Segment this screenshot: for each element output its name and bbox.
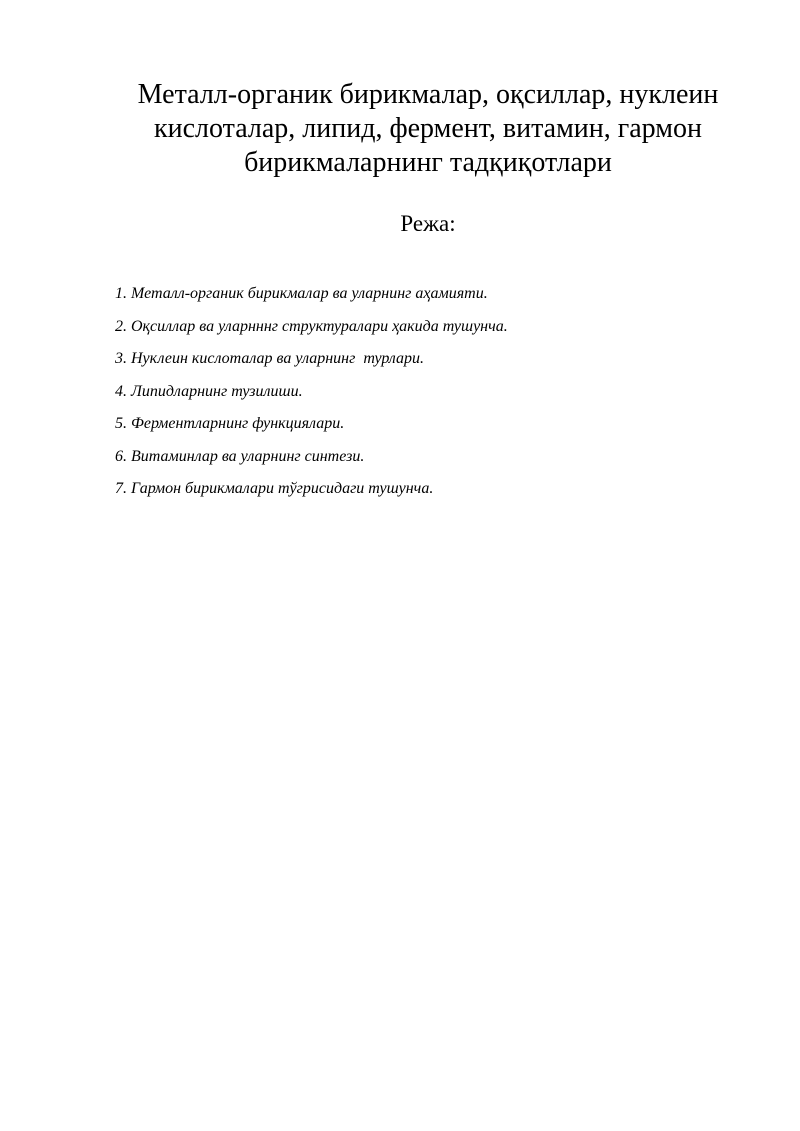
- plan-heading: Режа:: [400, 211, 456, 236]
- plan-item-7: 7. Гармон бирикмалари тўгрисидаги тушунча.: [115, 480, 434, 497]
- plan-item-2: 2. Оқсиллар ва уларнннг структуралари ҳакида тушунча.: [115, 317, 508, 335]
- title-line-3: бирикмаларнинг тадқиқотлари: [244, 147, 612, 178]
- plan-item-5: 5. Ферментларнинг функциялари.: [115, 415, 345, 432]
- plan-list: [115, 284, 508, 512]
- plan-item-6: 6. Витаминлар ва уларнинг синтези.: [115, 447, 365, 465]
- title-line-2: кислоталар, липид, фермент, витамин, гармон: [154, 113, 702, 144]
- document-title: [110, 78, 746, 180]
- plan-item-4: 4. Липидларнинг тузилиши.: [115, 382, 303, 400]
- title-line-1: Металл-органик бирикмалар, оқсиллар, нуклеин: [137, 79, 719, 110]
- plan-item-3: 3. Нуклеин кислоталар ва уларнинг турлари.: [115, 350, 424, 367]
- plan-item-1: 1. Металл-органик бирикмалар ва уларнинг аҳамияти.: [115, 285, 488, 302]
